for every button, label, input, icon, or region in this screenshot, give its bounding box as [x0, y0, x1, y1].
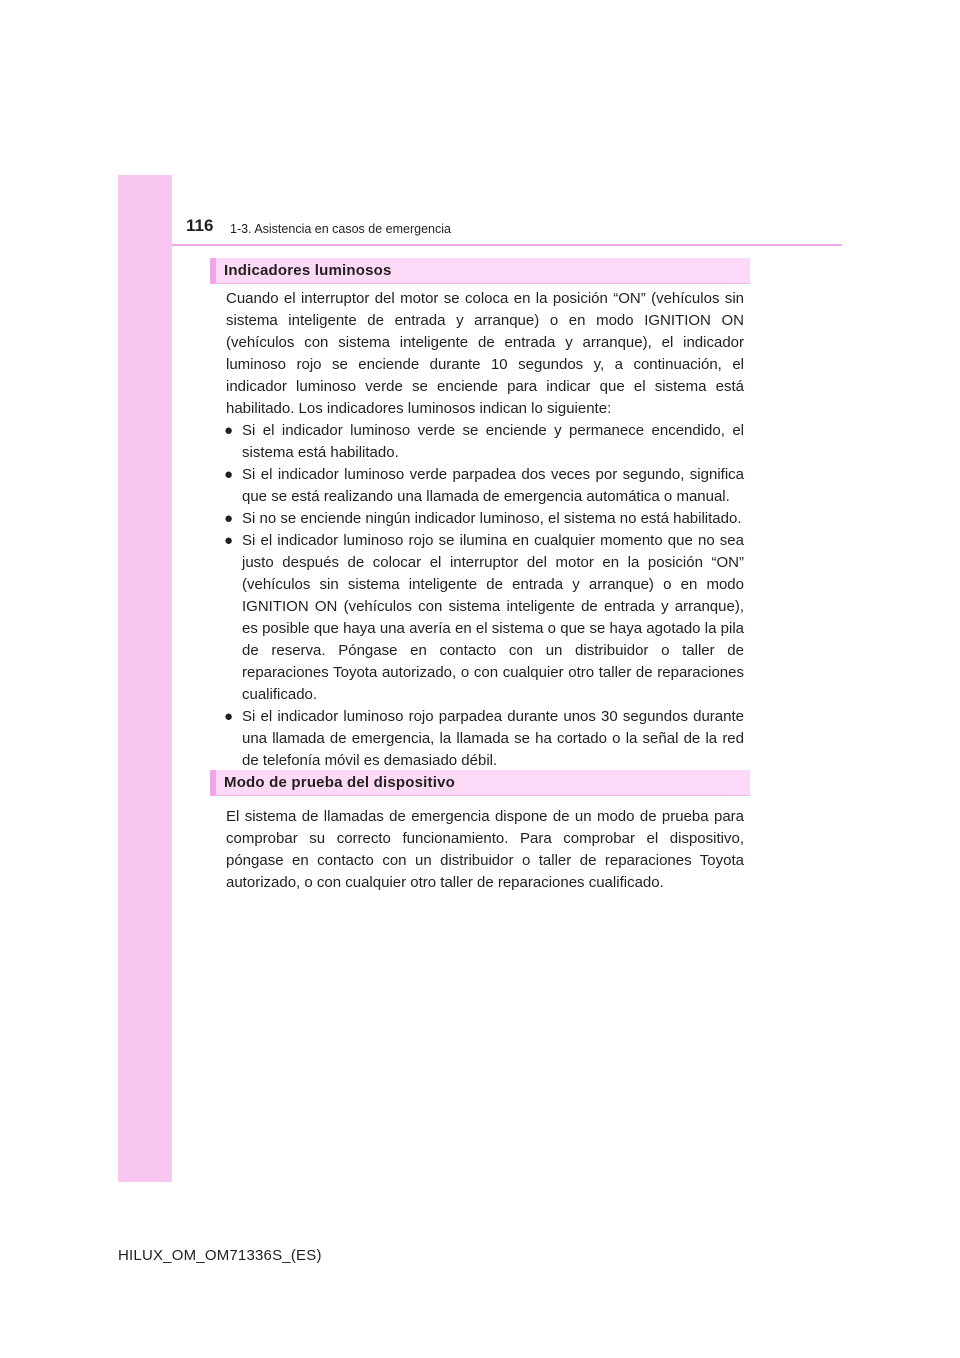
bullet-icon: ●: [224, 510, 234, 527]
section-body-modo-prueba: [226, 806, 744, 894]
list-item: [226, 464, 744, 508]
list-item-text: Si el indicador luminoso verde se enciende y permanece encendido, el sistema está habilitado.: [242, 422, 744, 461]
list-item-text: Si el indicador luminoso rojo se ilumina en cualquier momento que no sea justo después de colocar el interruptor del motor en la posición “ON” (vehículos sin sistema inteligente de entrada y arranque) o en modo IGNITION ON (vehículos con sistema inteligente de entrada y arranque), es posible que haya una avería en el sistema o que se haya agotado la pila de reserva. Póngase en contacto con un distribuidor o taller de reparaciones Toyota autorizado, o con cualquier otro taller de reparaciones cualificado.: [242, 532, 744, 703]
section-title: Indicadores luminosos: [224, 262, 392, 279]
bullet-icon: ●: [224, 708, 234, 725]
document-code: HILUX_OM_OM71336S_(ES): [118, 1247, 322, 1264]
section-heading-accent: [210, 770, 216, 796]
section-body-indicadores: [226, 288, 744, 772]
section-intro: El sistema de llamadas de emergencia dispone de un modo de prueba para comprobar su correcto funcionamiento. Para comprobar el dispositivo, póngase en contacto con un distribuidor o taller de reparaciones Toyota autorizado, o con cualquier otro taller de reparaciones cualificado.: [226, 808, 744, 891]
section-heading-accent: [210, 258, 216, 284]
indicator-list: [226, 420, 744, 772]
list-item-text: Si el indicador luminoso rojo parpadea durante unos 30 segundos durante una llamada de emergencia, la llamada se ha cortado o la señal de la red de telefonía móvil es demasiado débil.: [242, 708, 744, 769]
list-item-text: Si no se enciende ningún indicador luminoso, el sistema no está habilitado.: [242, 510, 742, 527]
list-item: [226, 420, 744, 464]
list-item: [226, 706, 744, 772]
bullet-icon: ●: [224, 422, 234, 439]
bullet-icon: ●: [224, 466, 234, 483]
section-title: Modo de prueba del dispositivo: [224, 774, 456, 791]
bullet-icon: ●: [224, 532, 234, 549]
page-number: 116: [186, 216, 214, 235]
section-heading-indicadores: [210, 258, 750, 284]
chapter-title: 1-3. Asistencia en casos de emergencia: [230, 222, 451, 236]
side-tab-band: [118, 175, 172, 1182]
header-rule: [172, 244, 842, 246]
list-item: [226, 508, 744, 530]
list-item: [226, 530, 744, 706]
section-intro: Cuando el interruptor del motor se coloca en la posición “ON” (vehículos sin sistema inteligente de entrada y arranque) o en modo IGNITION ON (vehículos con sistema inteligente de entrada y arranque), el indicador luminoso rojo se enciende durante 10 segundos y, a continuación, el indicador luminoso verde se enciende para indicar que el sistema está habilitado. Los indicadores luminosos indican lo siguiente:: [226, 290, 744, 417]
section-heading-modo-prueba: [210, 770, 750, 796]
list-item-text: Si el indicador luminoso verde parpadea dos veces por segundo, significa que se está realizando una llamada de emergencia automática o manual.: [242, 466, 744, 505]
